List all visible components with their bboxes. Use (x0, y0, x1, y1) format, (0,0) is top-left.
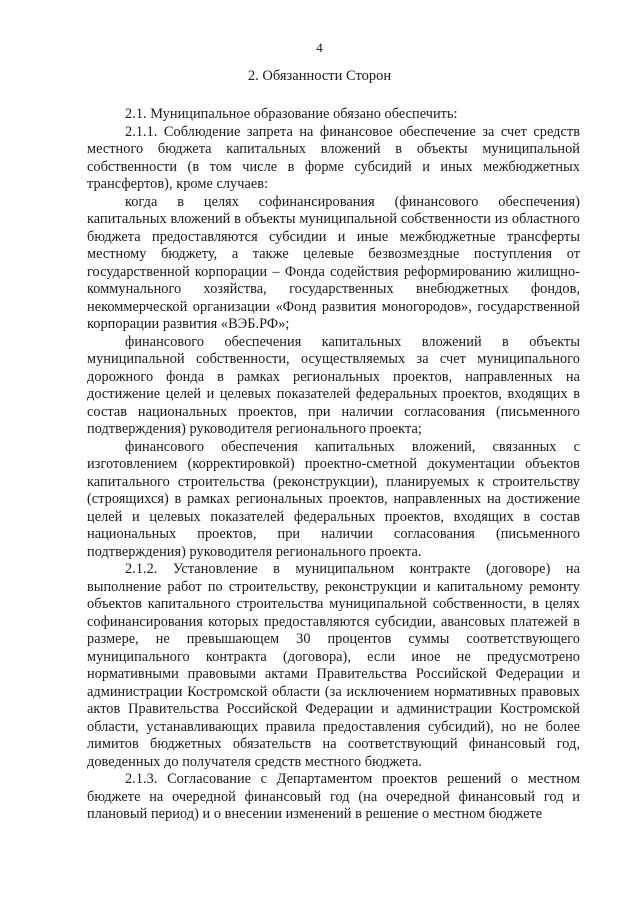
page-number: 4 (316, 40, 323, 55)
section-heading: 2. Обязанности Сторон (247, 68, 392, 84)
paragraph-case-3: финансового обеспечения капитальных вложений, связанных с изготовлением (корректировкой) проектно-сметной документации объектов капитального строительства (реконструкции), планируемых к строительству (строящихся) в рамках региональных проектов, направленных на достижение целей и целевых показателей федеральных проектов, входящих в состав национальных проектов, при наличии согласования (письменного подтверждения) руководителя регионального проекта. (87, 438, 580, 560)
paragraph-2-1-1: 2.1.1. Соблюдение запрета на финансовое обеспечение за счет средств местного бюджета капитальных вложений в объекты муниципальной собственности (в том числе в форме субсидий и иных межбюджетных трансфертов), кроме случаев: (87, 123, 580, 192)
document-body (87, 106, 580, 824)
paragraph-2-1-2: 2.1.2. Установление в муниципальном контракте (договоре) на выполнение работ по строительству, реконструкции и капитальному ремонту объектов капитального строительства муниципальной собственности, в целях софинансирования которых предоставляются субсидии, авансовых платежей в размере, не превышающем 30 процентов суммы соответствующего муниципального контракта (договора), если иное не предусмотрено нормативными правовыми актами Правительства Российской Федерации и администрации Костромской области (за исключением нормативных правовых актов Правительства Российской Федерации и администрации Костромской области, устанавливающих правила предоставления субсидий), но не более лимитов бюджетных обязательств на соответствующий финансовый год, доведенных до получателя средств местного бюджета. (87, 561, 580, 770)
paragraph-2-1: 2.1. Муниципальное образование обязано обеспечить: (125, 106, 458, 122)
paragraph-2-1-3: 2.1.3. Согласование с Департаментом проектов решений о местном бюджете на очередной финансовый год (на очередной финансовый год и плановый период) и о внесении изменений в решение о местном бюджете (87, 771, 580, 822)
paragraph-case-1: когда в целях софинансирования (финансового обеспечения) капитальных вложений в объекты муниципальной собственности из областного бюджета предоставляются субсидии и иные межбюджетные трансферты местному бюджету, а также целевые безвозмездные поступления от государственной корпорации – Фонда содействия реформированию жилищно-коммунального хозяйства, государственных внебюджетных фондов, некоммерческой организации «Фонд развития моногородов», государственной корпорации развития «ВЭБ.РФ»; (87, 193, 580, 332)
paragraph-case-2: финансового обеспечения капитальных вложений в объекты муниципальной собственности, осуществляемых за счет муниципального дорожного фонда в рамках региональных проектов, направленных на достижение целей и целевых показателей федеральных проектов, входящих в состав национальных проектов, при наличии согласования (письменного подтверждения) руководителя регионального проекта; (87, 333, 580, 437)
